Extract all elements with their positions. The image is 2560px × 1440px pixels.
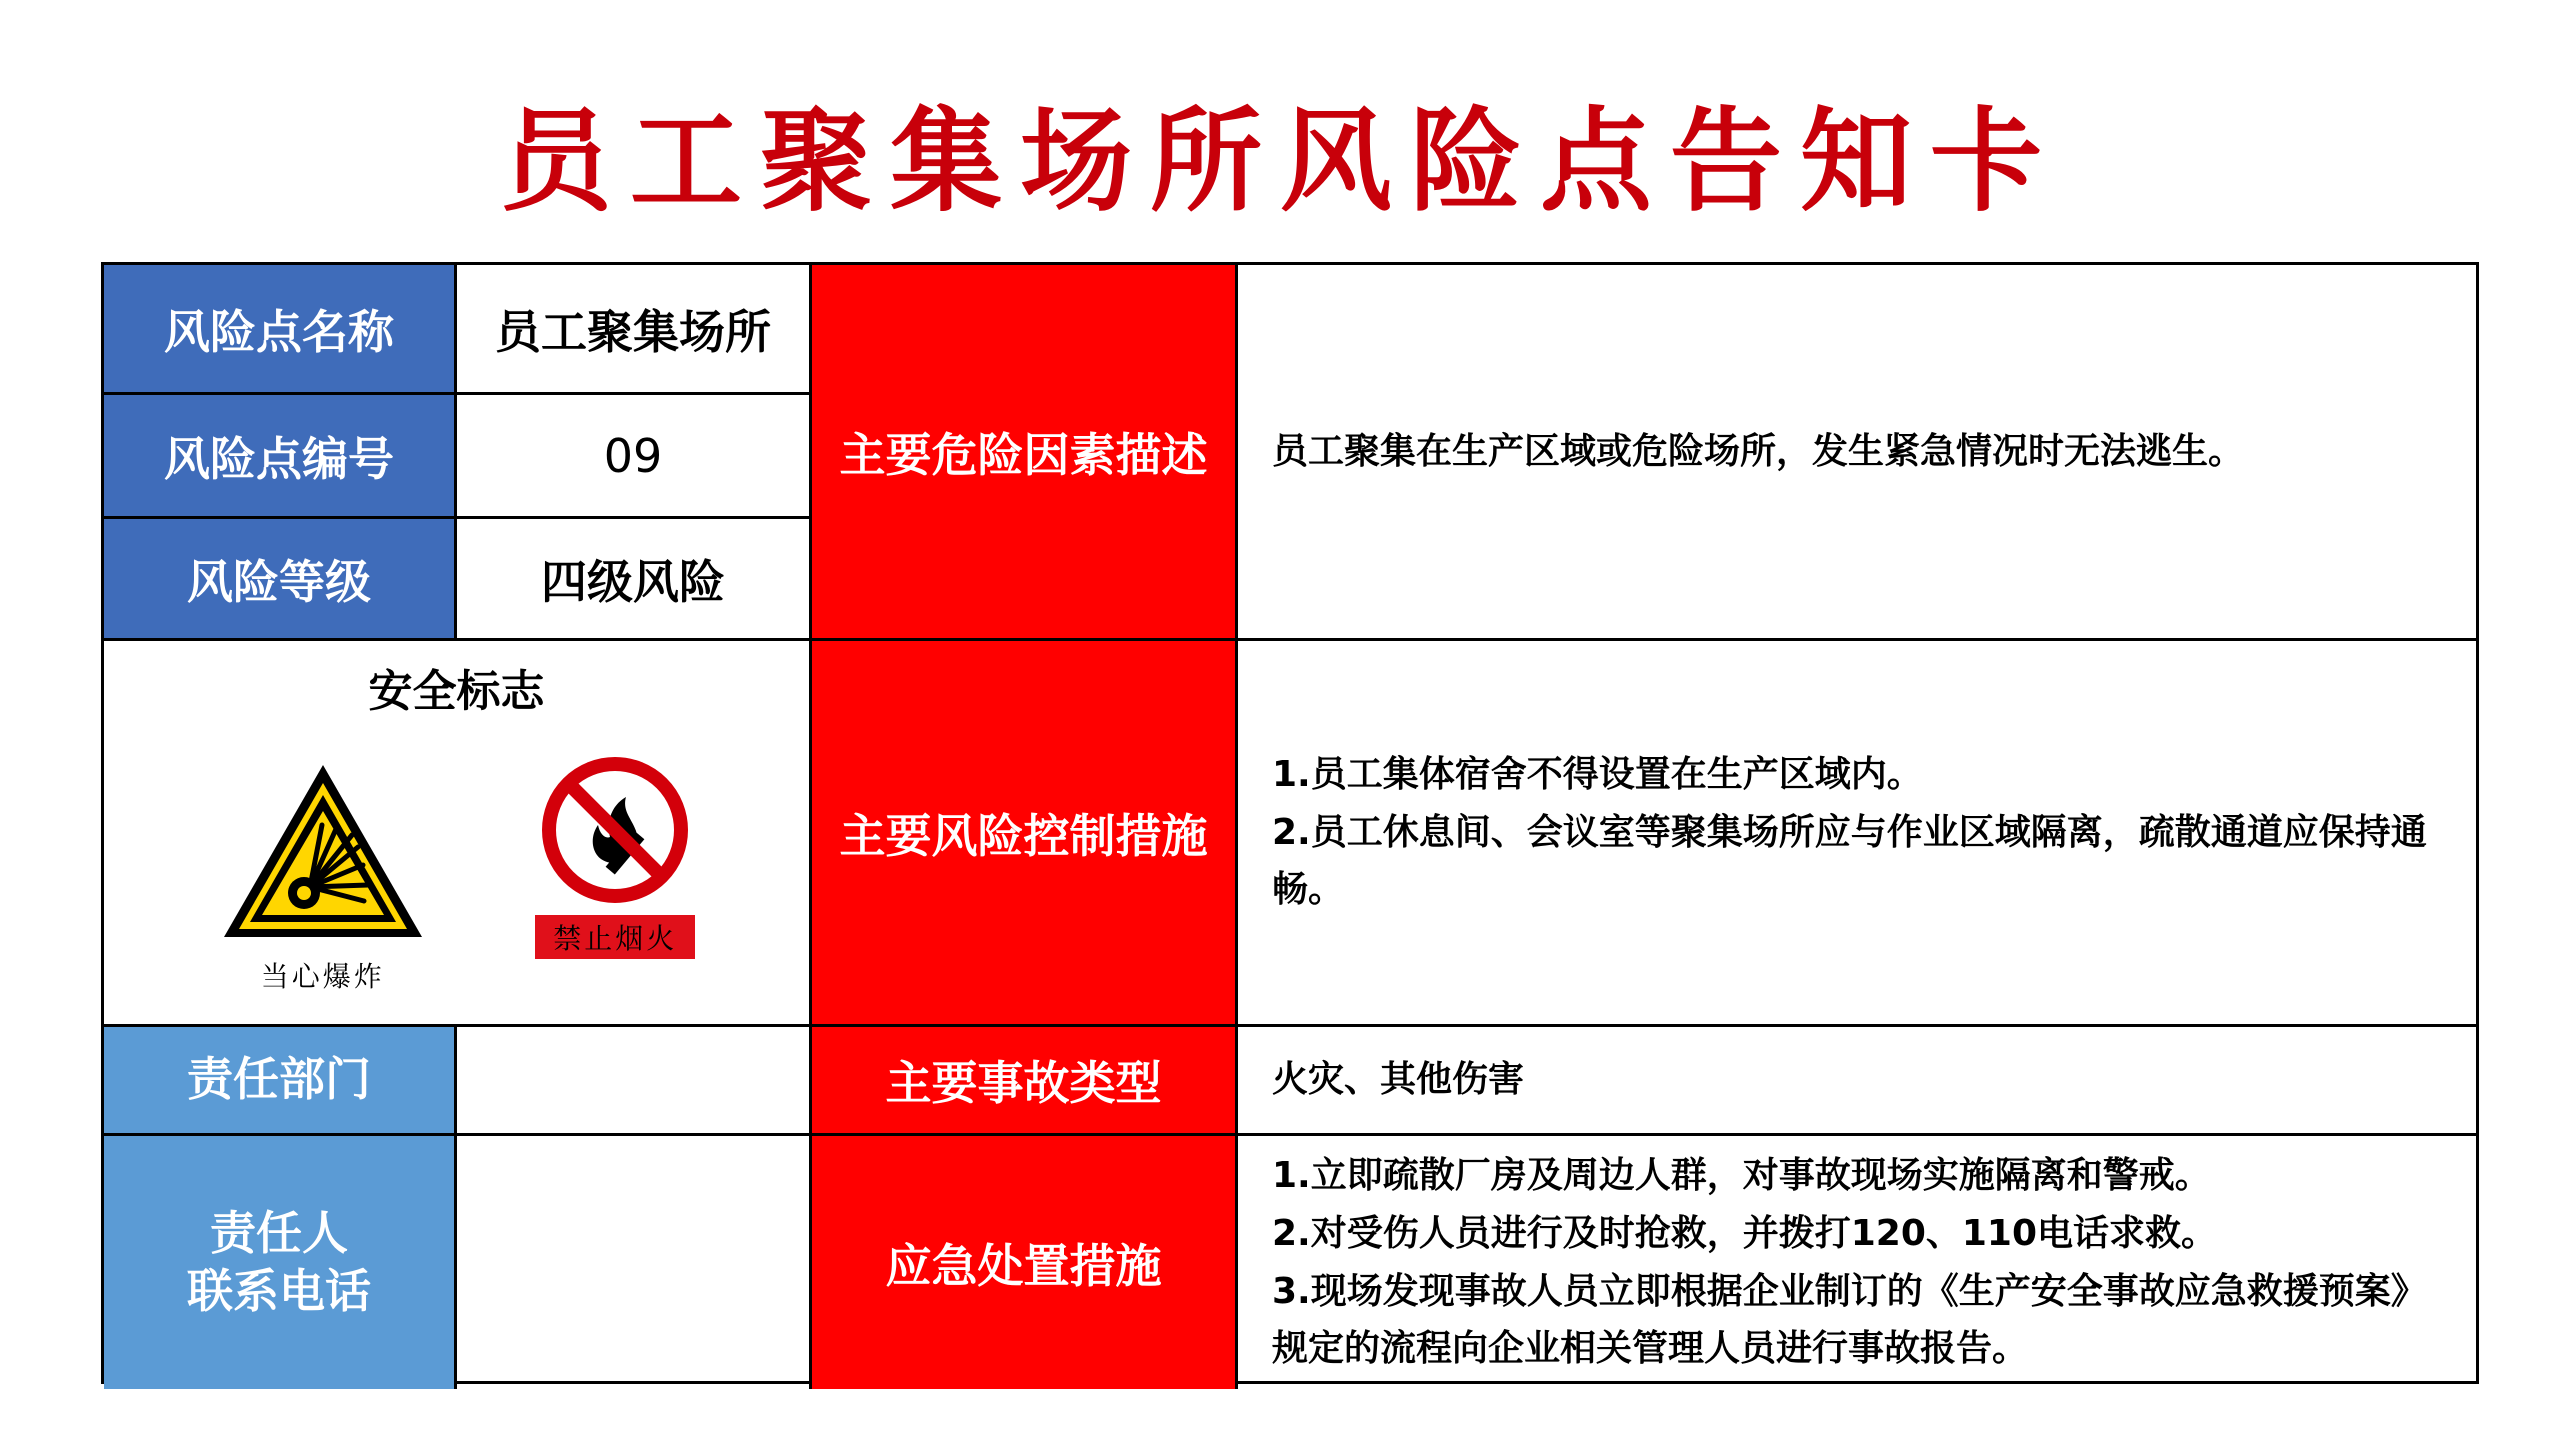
risk-level-label: 风险等级 — [104, 519, 457, 641]
explosion-warning-sign — [218, 759, 428, 995]
risk-code-label: 风险点编号 — [104, 395, 457, 519]
control-line: 1.员工集体宿舍不得设置在生产区域内。 — [1272, 754, 1923, 796]
person-label-line2: 联系电话 — [187, 1263, 371, 1318]
explosion-sign-caption: 当心爆炸 — [260, 960, 385, 993]
risk-level-value: 四级风险 — [457, 519, 812, 641]
emergency-line: 2.对受伤人员进行及时抢救，并拨打120、110电话求救。 — [1272, 1212, 2218, 1254]
person-value — [457, 1136, 812, 1389]
emergency-measures — [1238, 1136, 2476, 1389]
person-label-line1: 责任人 — [210, 1206, 348, 1260]
no-fire-icon — [540, 755, 690, 905]
hazard-description: 员工聚集在生产区域或危险场所，发生紧急情况时无法逃生。 — [1238, 265, 2476, 641]
explosion-warning-icon — [218, 759, 428, 949]
no-fire-sign-caption: 禁止烟火 — [535, 915, 695, 959]
emergency-line: 1.立即疏散厂房及周边人群，对事故现场实施隔离和警戒。 — [1272, 1155, 2211, 1197]
dept-label: 责任部门 — [104, 1027, 457, 1136]
accident-types: 火灾、其他伤害 — [1238, 1027, 2476, 1136]
card-title: 员工聚集场所风险点告知卡 — [500, 97, 2060, 227]
safety-signs-title: 安全标志 — [368, 666, 545, 717]
risk-code-value: 09 — [457, 395, 812, 519]
risk-notice-card — [101, 262, 2479, 1384]
emergency-label: 应急处置措施 — [812, 1136, 1238, 1389]
control-line: 2.员工休息间、会议室等聚集场所应与作业区域隔离，疏散通道应保持通畅。 — [1272, 811, 2427, 911]
risk-name-label: 风险点名称 — [104, 265, 457, 395]
control-label: 主要风险控制措施 — [812, 641, 1238, 1027]
person-label — [104, 1136, 457, 1389]
hazard-label: 主要危险因素描述 — [812, 265, 1238, 641]
emergency-line: 3.现场发现事故人员立即根据企业制订的《生产安全事故应急救援预案》规定的流程向企业相关管理人员进行事故报告。 — [1272, 1270, 2427, 1370]
dept-value — [457, 1027, 812, 1136]
control-measures — [1238, 641, 2476, 1027]
no-fire-sign — [535, 755, 695, 995]
accident-label: 主要事故类型 — [812, 1027, 1238, 1136]
safety-signs-panel — [104, 641, 812, 1027]
risk-name-value: 员工聚集场所 — [457, 265, 812, 395]
